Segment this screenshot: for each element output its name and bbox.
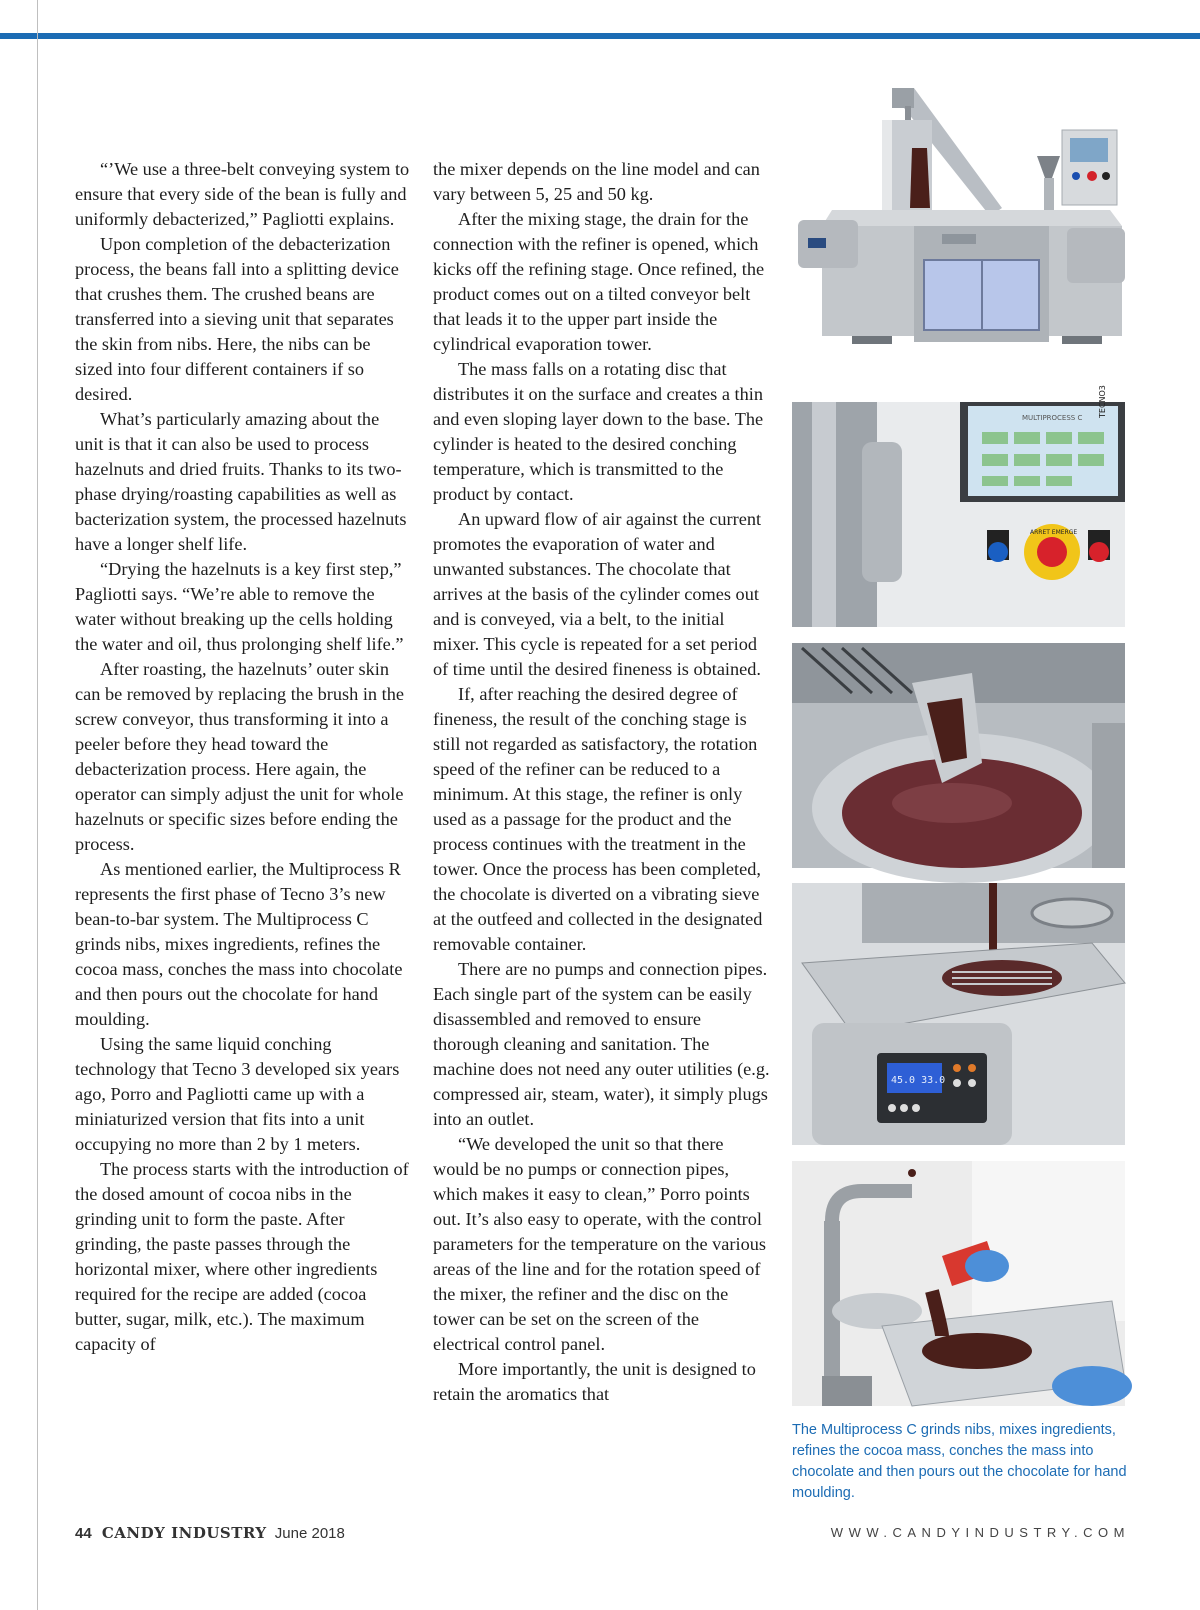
top-accent-rule (0, 33, 1200, 39)
article-paragraph: As mentioned earlier, the Multiprocess R represents the first phase of Tecno 3’s new bean-to-bar system. The Multiprocess C grinds nibs, mixes ingredients, refines the cocoa mass, conches the mass into chocolate and then pours out the chocolate for hand moulding. (75, 859, 403, 1029)
article-paragraph: Upon completion of the debacterization process, the beans fall into a splitting device that crushes them. The crushed beans are transferred into a sieving unit that separates the skin from nibs. Here, the nibs can be sized into four different containers if so desired. (75, 234, 399, 404)
article-paragraph: the mixer depends on the line model and can vary between 5, 25 and 50 kg. (433, 159, 760, 204)
article-paragraph: Using the same liquid conching technology that Tecno 3 developed six years ago, Porro and Pagliotti came up with a miniaturized version that fits into a unit occupying no more than 2 by 1 meters. (75, 1034, 400, 1154)
display-readout: 45.0 33.0 (891, 1075, 946, 1086)
article-paragraph: After roasting, the hazelnuts’ outer skin can be removed by replacing the brush in the screw conveyor, thus transforming it into a peeler before they head toward the debacterization process. Here again, the operator can simply adjust the unit for whole hazelnuts or specific sizes before ending the process. (75, 659, 404, 854)
article-column-2 (433, 157, 770, 1407)
article-paragraph: The process starts with the introduction of the dosed amount of cocoa nibs in the grinding unit to form the paste. After grinding, the paste passes through the horizontal mixer, where other ingredients required for the recipe are added (cocoa butter, sugar, milk, etc.). The maximum capacity of (75, 1159, 409, 1354)
article-paragraph: The mass falls on a rotating disc that distributes it on the surface and creates a thin and even sloping layer down to the base. The cylinder is heated to the desired conching temperature, which is transmitted to the product by contact. (433, 359, 764, 504)
hand-moulding-photo (792, 1161, 1125, 1406)
article-paragraph: More importantly, the unit is designed to retain the aromatics that (433, 1359, 756, 1404)
article-column-1 (75, 157, 412, 1357)
page-margin-line (37, 0, 38, 1610)
photo-caption: The Multiprocess C grinds nibs, mixes ingredients, refines the cocoa mass, conches the mass into chocolate and then pours out the chocolate for hand moulding. (792, 1422, 1127, 1501)
issue-date: June 2018 (274, 1525, 345, 1542)
emergency-label: ARRET EMERGE (1030, 529, 1078, 536)
machine-photo (792, 78, 1132, 360)
article-paragraph: If, after reaching the desired degree of fineness, the result of the conching stage is still not regarded as satisfactory, the rotation speed of the refiner can be reduced to a minimum. At this stage, the refiner is only used as a passage for the product and the process continues with the treatment in the tower. Once the process has been completed, the chocolate is diverted on a vibrating sieve at the outfeed and collected in the designated removable container. (433, 684, 763, 954)
conching-bowl-photo (792, 643, 1125, 868)
control-panel-photo (792, 385, 1125, 627)
vibrating-sieve-photo (792, 883, 1125, 1145)
page-footer (75, 1524, 345, 1542)
magazine-name: CANDY INDUSTRY (101, 1524, 267, 1542)
article-paragraph: An upward flow of air against the current promotes the evaporation of water and unwanted substances. The chocolate that arrives at the basis of the cylinder comes out and is conveyed, via a belt, to the initial mixer. This cycle is repeated for a set period of time until the desired fineness is obtained. (433, 509, 762, 679)
page-number: 44 (75, 1525, 92, 1542)
article-paragraph: After the mixing stage, the drain for the connection with the refiner is opened, which kicks off the refining stage. Once refined, the product comes out on a tilted conveyor belt that leads it to the upper part inside the cylindrical evaporation tower. (433, 209, 765, 354)
brand-label: TECNO3 (1098, 385, 1107, 418)
article-paragraph: “Drying the hazelnuts is a key first step,” Pagliotti says. “We’re able to remove the water without breaking up the cells holding the water and oil, thus prolonging shelf life.” (75, 559, 404, 654)
article-paragraph: “We developed the unit so that there would be no pumps or connection pipes, which makes it easy to clean,” Porro points out. It’s also easy to operate, with the control parameters for the temperature on the various areas of the line and for the rotation speed of the mixer, the refiner and the disc on the tower can be set on the screen of the electrical control panel. (433, 1134, 766, 1354)
website-url[interactable]: WWW.CANDYINDUSTRY.COM (830, 1525, 1130, 1540)
article-paragraph: There are no pumps and connection pipes. Each single part of the system can be easily disassembled and removed to ensure thorough cleaning and sanitation. The machine does not need any outer utilities (e.g. compressed air, steam, water), it simply plugs into an outlet. (433, 959, 770, 1129)
article-paragraph: What’s particularly amazing about the unit is that it can also be used to process hazelnuts and dried fruits. Thanks to its two-phase drying/roasting capabilities as well as bacterization system, the processed hazelnuts have a longer shelf life. (75, 409, 407, 554)
panel-label: MULTIPROCESS C (1022, 414, 1083, 422)
article-paragraph: “’We use a three-belt conveying system to ensure that every side of the bean is fully and uniformly debacterized,” Pagliotti explains. (75, 159, 410, 229)
